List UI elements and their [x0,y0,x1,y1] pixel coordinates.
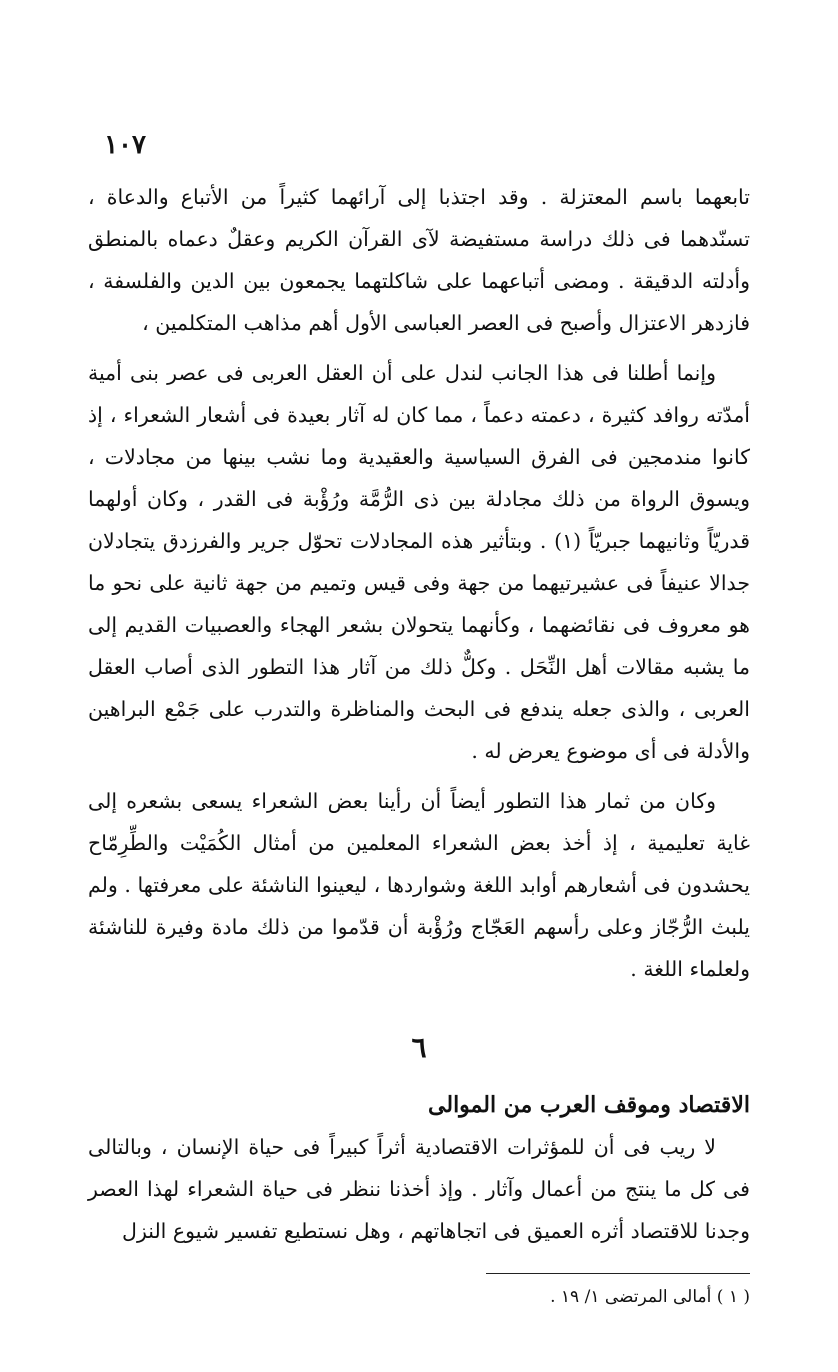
paragraph-economy: لا ريب فى أن للمؤثرات الاقتصادية أثراً كبيراً فى حياة الإنسان ، وبالتالى فى كل ما ينتج من أعمال وآثار . وإذ أخذنا ننظر فى حياة الشعراء لهذا العصر وجدنا للاقتصاد أثره العميق فى اتجاهاتهم ، وهل نستطيع تفسير شيوع النزل [88,1135,750,1243]
page-number: ١٠٧ [104,130,146,160]
section-body-text [88,1126,750,1252]
footnote: ( ١ ) أمالى المرتضى ١/ ١٩ . [550,1287,750,1307]
paragraph-arab-mind: وإنما أطلنا فى هذا الجانب لندل على أن العقل العربى فى عصر بنى أمية أمدّته روافد كثيرة ، دعمته دعماً ، مما كان له آثار بعيدة فى أشعار الشعراء ، إذ كانوا مندمجين فى الفرق السياسية والعقيدية وما نشب بينها من مجادلات ، ويسوق الرواة من ذلك مجادلة بين ذى الرُّمَّة ورُؤْبة فى القدر ، وكان أولهما قدريّاً وثانيهما جبريّاً (١) . وبتأثير هذه المجادلات تحوّل جرير والفرزدق يتجادلان جدالا عنيفاً فى عشيرتيهما من جهة وفى قيس وتميم من جهة ثانية على نحو ما هو معروف فى نقائضهما ، وكأنهما يتحولان بشعر الهجاء والعصبيات القديم إلى ما يشبه مقالات أهل النِّحَل . وكلٌّ ذلك من آثار هذا التطور الذى أصاب العقل العربى ، والذى جعله يندفع فى البحث والمناظرة والتدرب على جَمْع البراهين والأدلة فى أى موضوع يعرض له . [88,361,750,763]
footnote-divider [486,1273,750,1274]
section-heading: الاقتصاد وموقف العرب من الموالى [428,1092,750,1118]
body-text-block [88,176,750,990]
paragraph-didactic-poetry: وكان من ثمار هذا التطور أيضاً أن رأينا بعض الشعراء يسعى بشعره إلى غاية تعليمية ، إذ أخذ بعض الشعراء المعلمين من أمثال الكُمَيْت والطِّرِمّاح يحشدون فى أشعارهم أوابد اللغة وشواردها ، ليعينوا الناشئة على معرفتها . ولم يلبث الرُّجّاز وعلى رأسهم العَجّاج ورُؤْبة أن قدّموا من ذلك مادة وفيرة للناشئة ولعلماء اللغة . [88,789,750,981]
section-number: ٦ [411,1031,427,1064]
paragraph-mutazila: تابعهما باسم المعتزلة . وقد اجتذبا إلى آرائهما كثيراً من الأتباع والدعاة ، تسنّدهما فى ذلك دراسة مستفيضة لآى القرآن الكريم وعقلٌ دعماه بالمنطق وأدلته الدقيقة . ومضى أتباعهما على شاكلتهما يجمعون بين الدين والفلسفة ، فازدهر الاعتزال وأصبح فى العصر العباسى الأول أهم مذاهب المتكلمين ، [88,185,750,335]
